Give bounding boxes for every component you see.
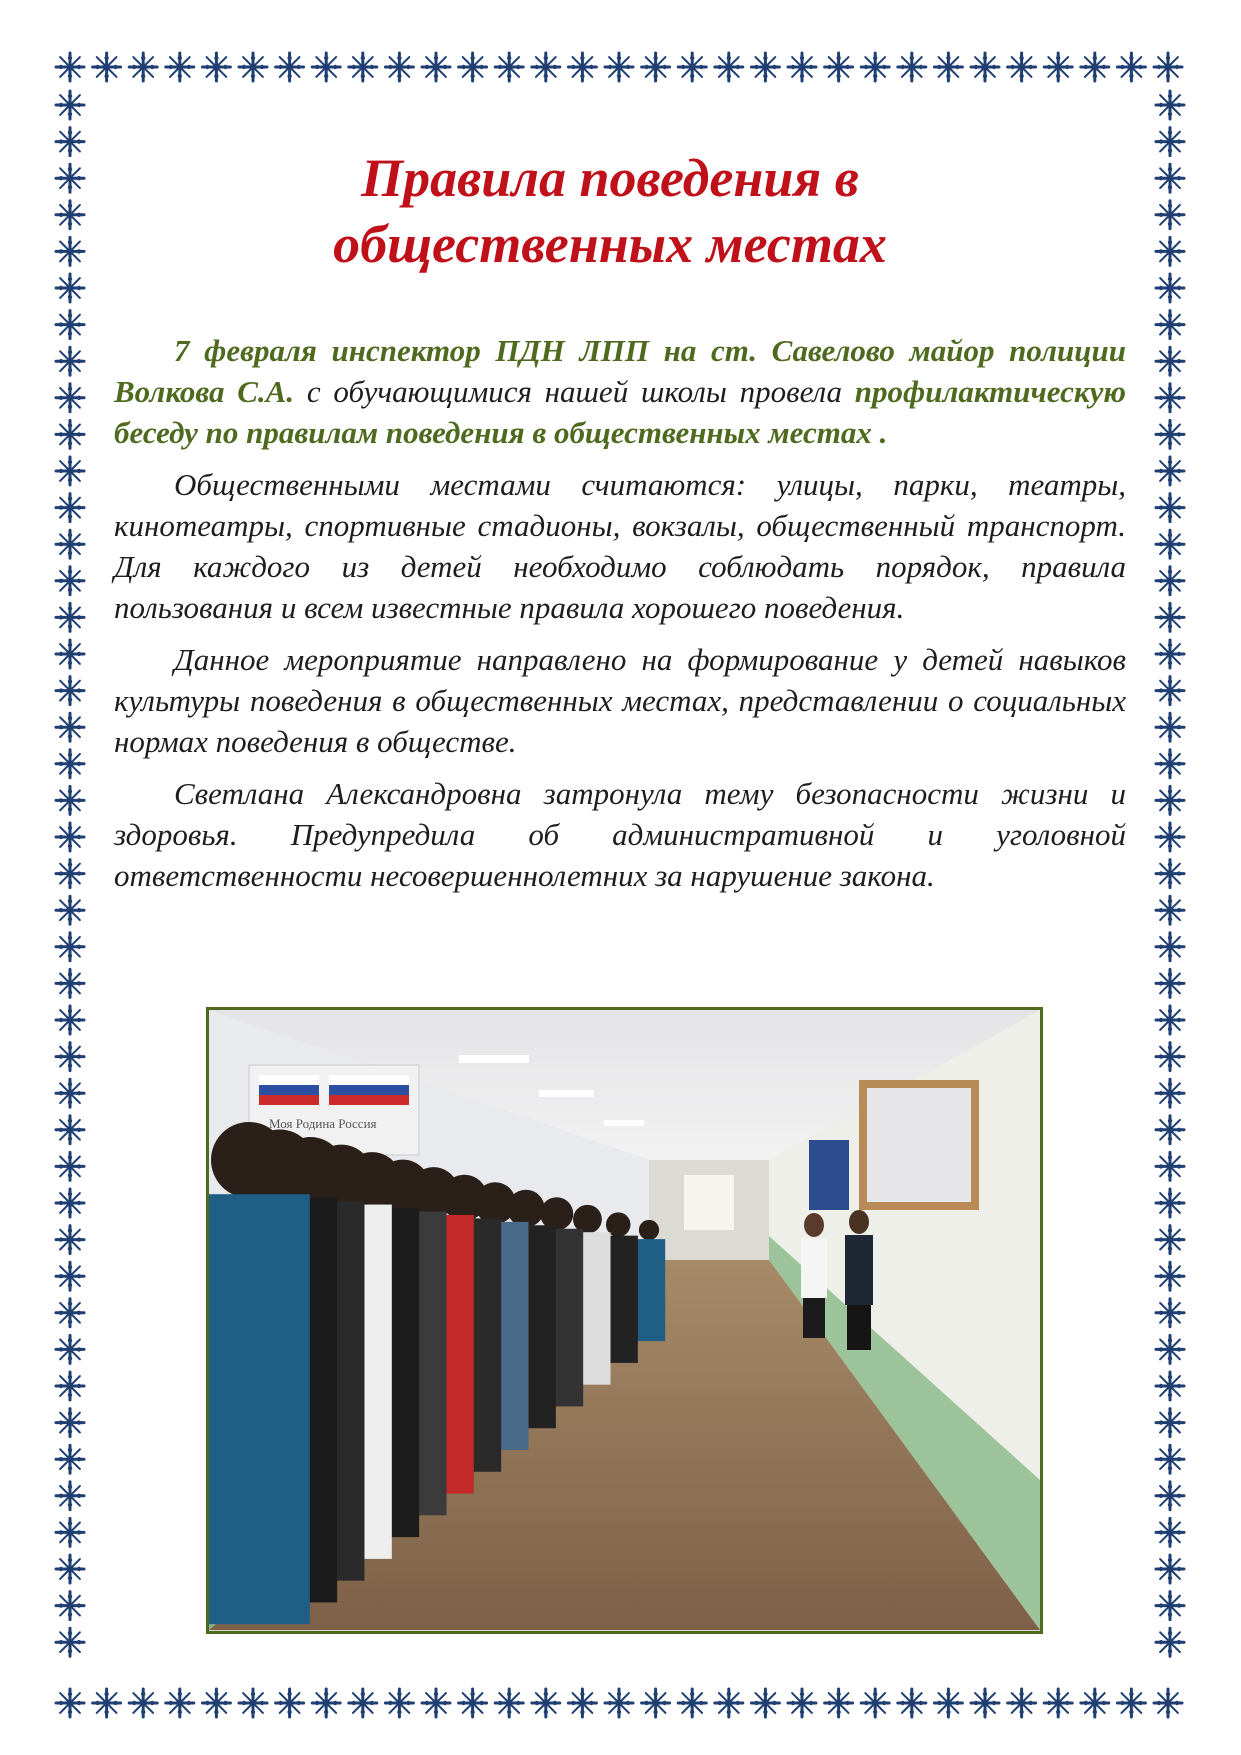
- snowflake-ornament-icon: [56, 896, 84, 924]
- snowflake-ornament-icon: [385, 53, 413, 81]
- snowflake-ornament-icon: [971, 53, 999, 81]
- snowflake-ornament-icon: [1156, 201, 1184, 229]
- snowflake-ornament-icon: [898, 1689, 926, 1717]
- title-line-1: Правила поведения в: [361, 148, 859, 208]
- snowflake-ornament-icon: [56, 750, 84, 778]
- frame-top-border: [0, 47, 1241, 87]
- snowflake-ornament-icon: [934, 53, 962, 81]
- snowflake-ornament-icon: [1156, 420, 1184, 448]
- snowflake-ornament-icon: [422, 53, 450, 81]
- snowflake-ornament-icon: [56, 1043, 84, 1071]
- snowflake-ornament-icon: [56, 457, 84, 485]
- snowflake-ornament-icon: [385, 1689, 413, 1717]
- corridor-photo-illustration: [209, 1010, 1040, 1631]
- snowflake-ornament-icon: [56, 1226, 84, 1254]
- snowflake-ornament-icon: [1156, 713, 1184, 741]
- snowflake-ornament-icon: [56, 1518, 84, 1546]
- snowflake-ornament-icon: [1156, 1116, 1184, 1144]
- paragraph-safety: Светлана Александровна затронула тему безопасности жизни и здоровья. Предупредила об административной и уголовной ответственности несовершеннолетних за нарушение закона.: [114, 776, 1126, 893]
- paragraph-intro: [114, 330, 1126, 453]
- snowflake-ornament-icon: [56, 1445, 84, 1473]
- snowflake-ornament-icon: [1044, 53, 1072, 81]
- title-line-2: общественных местах: [333, 214, 887, 274]
- snowflake-ornament-icon: [56, 1299, 84, 1327]
- snowflake-ornament-icon: [56, 311, 84, 339]
- snowflake-ornament-icon: [1156, 347, 1184, 375]
- snowflake-ornament-icon: [202, 1689, 230, 1717]
- snowflake-ornament-icon: [1156, 1592, 1184, 1620]
- snowflake-ornament-icon: [56, 567, 84, 595]
- snowflake-ornament-icon: [56, 933, 84, 961]
- snowflake-ornament-icon: [56, 1555, 84, 1583]
- snowflake-ornament-icon: [1156, 1189, 1184, 1217]
- snowflake-ornament-icon: [715, 1689, 743, 1717]
- snowflake-ornament-icon: [1156, 786, 1184, 814]
- snowflake-ornament-icon: [56, 237, 84, 265]
- snowflake-ornament-icon: [1008, 1689, 1036, 1717]
- snowflake-ornament-icon: [1156, 1043, 1184, 1071]
- snowflake-ornament-icon: [715, 53, 743, 81]
- snowflake-ornament-icon: [1156, 1482, 1184, 1510]
- snowflake-ornament-icon: [1156, 1518, 1184, 1546]
- snowflake-ornament-icon: [971, 1689, 999, 1717]
- snowflake-ornament-icon: [1156, 91, 1184, 119]
- snowflake-ornament-icon: [605, 53, 633, 81]
- snowflake-ornament-icon: [1156, 128, 1184, 156]
- snowflake-ornament-icon: [56, 530, 84, 558]
- snowflake-ornament-icon: [459, 1689, 487, 1717]
- snowflake-ornament-icon: [1156, 896, 1184, 924]
- snowflake-ornament-icon: [56, 1262, 84, 1290]
- snowflake-ornament-icon: [56, 1628, 84, 1656]
- snowflake-ornament-icon: [349, 1689, 377, 1717]
- snowflake-ornament-icon: [495, 53, 523, 81]
- snowflake-ornament-icon: [56, 91, 84, 119]
- snowflake-ornament-icon: [276, 53, 304, 81]
- snowflake-ornament-icon: [1156, 1152, 1184, 1180]
- snowflake-ornament-icon: [56, 1592, 84, 1620]
- snowflake-ornament-icon: [1156, 384, 1184, 412]
- snowflake-ornament-icon: [788, 1689, 816, 1717]
- snowflake-ornament-icon: [1117, 1689, 1145, 1717]
- snowflake-ornament-icon: [1156, 1262, 1184, 1290]
- snowflake-ornament-icon: [1156, 237, 1184, 265]
- snowflake-ornament-icon: [1156, 1409, 1184, 1437]
- intro-lead: 7 февраля инспектор ПДН ЛПП на ст. Савелово майор полиции Волкова С.А.: [114, 333, 1126, 409]
- snowflake-ornament-icon: [1156, 457, 1184, 485]
- snowflake-ornament-icon: [1156, 640, 1184, 668]
- snowflake-ornament-icon: [1044, 1689, 1072, 1717]
- snowflake-ornament-icon: [56, 384, 84, 412]
- snowflake-ornament-icon: [642, 53, 670, 81]
- snowflake-ornament-icon: [56, 1372, 84, 1400]
- snowflake-ornament-icon: [1156, 750, 1184, 778]
- snowflake-ornament-icon: [349, 53, 377, 81]
- snowflake-ornament-icon: [56, 860, 84, 888]
- article-body: [114, 330, 1126, 907]
- snowflake-ornament-icon: [751, 1689, 779, 1717]
- snowflake-ornament-icon: [166, 53, 194, 81]
- snowflake-ornament-icon: [1156, 860, 1184, 888]
- snowflake-ornament-icon: [1156, 1006, 1184, 1034]
- snowflake-ornament-icon: [56, 128, 84, 156]
- snowflake-ornament-icon: [1156, 603, 1184, 631]
- snowflake-ornament-icon: [56, 713, 84, 741]
- wall-board-caption: Моя Родина Россия: [269, 1116, 377, 1131]
- snowflake-ornament-icon: [56, 347, 84, 375]
- snowflake-ornament-icon: [422, 1689, 450, 1717]
- snowflake-ornament-icon: [568, 53, 596, 81]
- snowflake-ornament-icon: [1156, 1445, 1184, 1473]
- snowflake-ornament-icon: [56, 1335, 84, 1363]
- snowflake-ornament-icon: [93, 53, 121, 81]
- snowflake-ornament-icon: [312, 53, 340, 81]
- snowflake-ornament-icon: [568, 1689, 596, 1717]
- snowflake-ornament-icon: [312, 1689, 340, 1717]
- snowflake-ornament-icon: [56, 640, 84, 668]
- snowflake-ornament-icon: [1117, 53, 1145, 81]
- snowflake-ornament-icon: [1156, 530, 1184, 558]
- snowflake-ornament-icon: [678, 1689, 706, 1717]
- event-photo: [206, 1007, 1043, 1634]
- frame-bottom-border: [0, 1683, 1241, 1723]
- snowflake-ornament-icon: [495, 1689, 523, 1717]
- snowflake-ornament-icon: [129, 1689, 157, 1717]
- snowflake-ornament-icon: [166, 1689, 194, 1717]
- snowflake-ornament-icon: [1156, 567, 1184, 595]
- snowflake-ornament-icon: [56, 420, 84, 448]
- paragraph-event-purpose: Данное мероприятие направлено на формирование у детей навыков культуры поведения в общественных местах, представлении о социальных нормах поведения в обществе.: [114, 642, 1126, 759]
- snowflake-ornament-icon: [1008, 53, 1036, 81]
- snowflake-ornament-icon: [1081, 1689, 1109, 1717]
- snowflake-ornament-icon: [1156, 1299, 1184, 1327]
- snowflake-ornament-icon: [239, 53, 267, 81]
- snowflake-ornament-icon: [1156, 494, 1184, 522]
- snowflake-ornament-icon: [56, 786, 84, 814]
- snowflake-ornament-icon: [202, 53, 230, 81]
- snowflake-ornament-icon: [1156, 823, 1184, 851]
- snowflake-ornament-icon: [56, 201, 84, 229]
- snowflake-ornament-icon: [459, 53, 487, 81]
- snowflake-ornament-icon: [276, 1689, 304, 1717]
- snowflake-ornament-icon: [56, 274, 84, 302]
- snowflake-ornament-icon: [1156, 1372, 1184, 1400]
- snowflake-ornament-icon: [825, 1689, 853, 1717]
- snowflake-ornament-icon: [56, 969, 84, 997]
- snowflake-ornament-icon: [56, 1079, 84, 1107]
- snowflake-ornament-icon: [1156, 311, 1184, 339]
- snowflake-ornament-icon: [532, 53, 560, 81]
- snowflake-ornament-icon: [1156, 1226, 1184, 1254]
- snowflake-ornament-icon: [751, 53, 779, 81]
- snowflake-ornament-icon: [1156, 1555, 1184, 1583]
- snowflake-ornament-icon: [56, 1482, 84, 1510]
- snowflake-ornament-icon: [56, 1006, 84, 1034]
- snowflake-ornament-icon: [93, 1689, 121, 1717]
- snowflake-ornament-icon: [56, 494, 84, 522]
- snowflake-ornament-icon: [239, 1689, 267, 1717]
- snowflake-ornament-icon: [1156, 164, 1184, 192]
- snowflake-ornament-icon: [1156, 677, 1184, 705]
- intro-tail: профилактическую беседу по правилам поведения в общественных местах .: [114, 374, 1126, 450]
- snowflake-ornament-icon: [56, 823, 84, 851]
- snowflake-ornament-icon: [605, 1689, 633, 1717]
- snowflake-ornament-icon: [56, 1189, 84, 1217]
- snowflake-ornament-icon: [861, 1689, 889, 1717]
- snowflake-ornament-icon: [1156, 1079, 1184, 1107]
- snowflake-ornament-icon: [1156, 1628, 1184, 1656]
- snowflake-ornament-icon: [56, 677, 84, 705]
- snowflake-ornament-icon: [642, 1689, 670, 1717]
- snowflake-ornament-icon: [861, 53, 889, 81]
- snowflake-ornament-icon: [1156, 969, 1184, 997]
- snowflake-ornament-icon: [56, 1409, 84, 1437]
- snowflake-ornament-icon: [532, 1689, 560, 1717]
- snowflake-ornament-icon: [56, 164, 84, 192]
- snowflake-ornament-icon: [56, 603, 84, 631]
- snowflake-ornament-icon: [56, 1116, 84, 1144]
- snowflake-ornament-icon: [934, 1689, 962, 1717]
- snowflake-ornament-icon: [1156, 274, 1184, 302]
- snowflake-ornament-icon: [898, 53, 926, 81]
- snowflake-ornament-icon: [678, 53, 706, 81]
- snowflake-ornament-icon: [1156, 933, 1184, 961]
- page-title: [160, 145, 1060, 277]
- snowflake-ornament-icon: [825, 53, 853, 81]
- snowflake-ornament-icon: [1081, 53, 1109, 81]
- intro-mid: с обучающимися нашей школы провела: [294, 374, 855, 409]
- snowflake-ornament-icon: [129, 53, 157, 81]
- snowflake-ornament-icon: [1156, 1335, 1184, 1363]
- snowflake-ornament-icon: [788, 53, 816, 81]
- frame-right-border: [1150, 0, 1190, 1755]
- snowflake-ornament-icon: [56, 1152, 84, 1180]
- paragraph-public-places: Общественными местами считаются: улицы, парки, театры, кинотеатры, спортивные стадионы, вокзалы, общественный транспорт. Для каждого из детей необходимо соблюдать порядок, правила пользования и всем известные правила хорошего поведения.: [114, 467, 1126, 625]
- frame-left-border: [50, 0, 90, 1755]
